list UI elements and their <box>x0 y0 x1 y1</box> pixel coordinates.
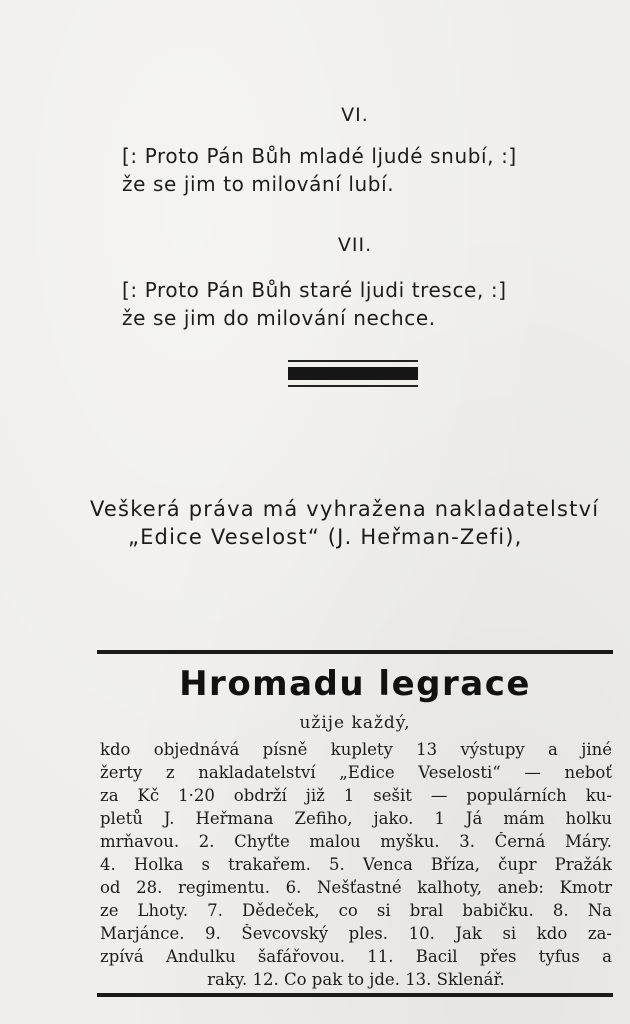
advertisement-text-line: žerty z nakladatelství „Edice Veselosti“ — neboť <box>100 763 612 782</box>
divider-thin-rule-bottom <box>288 385 418 387</box>
divider-thick-bar <box>288 367 418 380</box>
verse-6-line-2: že se jim to milování lubí. <box>122 172 395 196</box>
advertisement-top-rule <box>97 650 613 654</box>
advertisement-text-line: kdo objednává písně kuplety 13 výstupy a jiné <box>100 740 612 759</box>
advertisement-text-line: ze Lhoty. 7. Dědeček, co si bral babičku. 8. Na <box>100 901 612 920</box>
advertisement-text-line: od 28. regimentu. 6. Nešťastné kalhoty, aneb: Kmotr <box>100 878 612 897</box>
section-divider-ornament <box>288 360 418 387</box>
advertisement-text-line: mrňavou. 2. Chyťte malou myšku. 3. Černá Máry. <box>100 832 612 851</box>
advertisement-bottom-rule <box>97 993 613 997</box>
advertisement-title: Hromadu legrace <box>179 664 531 704</box>
verse-7-line-1: [: Proto Pán Bůh staré ljudi tresce, :] <box>122 278 507 302</box>
copyright-notice-line-2: „Edice Veselost“ (J. Heřman-Zefi), <box>128 525 523 549</box>
verse-6-line-1: [: Proto Pán Bůh mladé ljudé snubí, :] <box>122 144 517 168</box>
copyright-notice-line-1: Veškerá práva má vyhražena nakladatelství <box>90 497 600 521</box>
advertisement-text-line: Marjánce. 9. Ševcovský ples. 10. Jak si kdo za- <box>100 924 612 943</box>
advertisement-text-line: zpívá Andulku šafářovou. 11. Bacil přes tyfus a <box>100 947 612 966</box>
verse-7-line-2: že se jim do milování nechce. <box>122 306 436 330</box>
advertisement-text-line: 4. Holka s trakařem. 5. Venca Bříza, čupr Pražák <box>100 855 612 874</box>
divider-thin-rule-top <box>288 360 418 362</box>
advertisement-text-line: za Kč 1·20 obdrží již 1 sešit — populárních ku- <box>100 786 612 805</box>
advertisement-text-line: pletů J. Heřmana Zefiho, jako. 1 Já mám holku <box>100 809 612 828</box>
advertisement-text-line: raky. 12. Co pak to jde. 13. Sklenář. <box>207 970 505 989</box>
verse-6-number: VI. <box>341 104 369 126</box>
advertisement-subtitle: užije každý, <box>299 713 411 733</box>
verse-7-number: VII. <box>337 234 373 256</box>
